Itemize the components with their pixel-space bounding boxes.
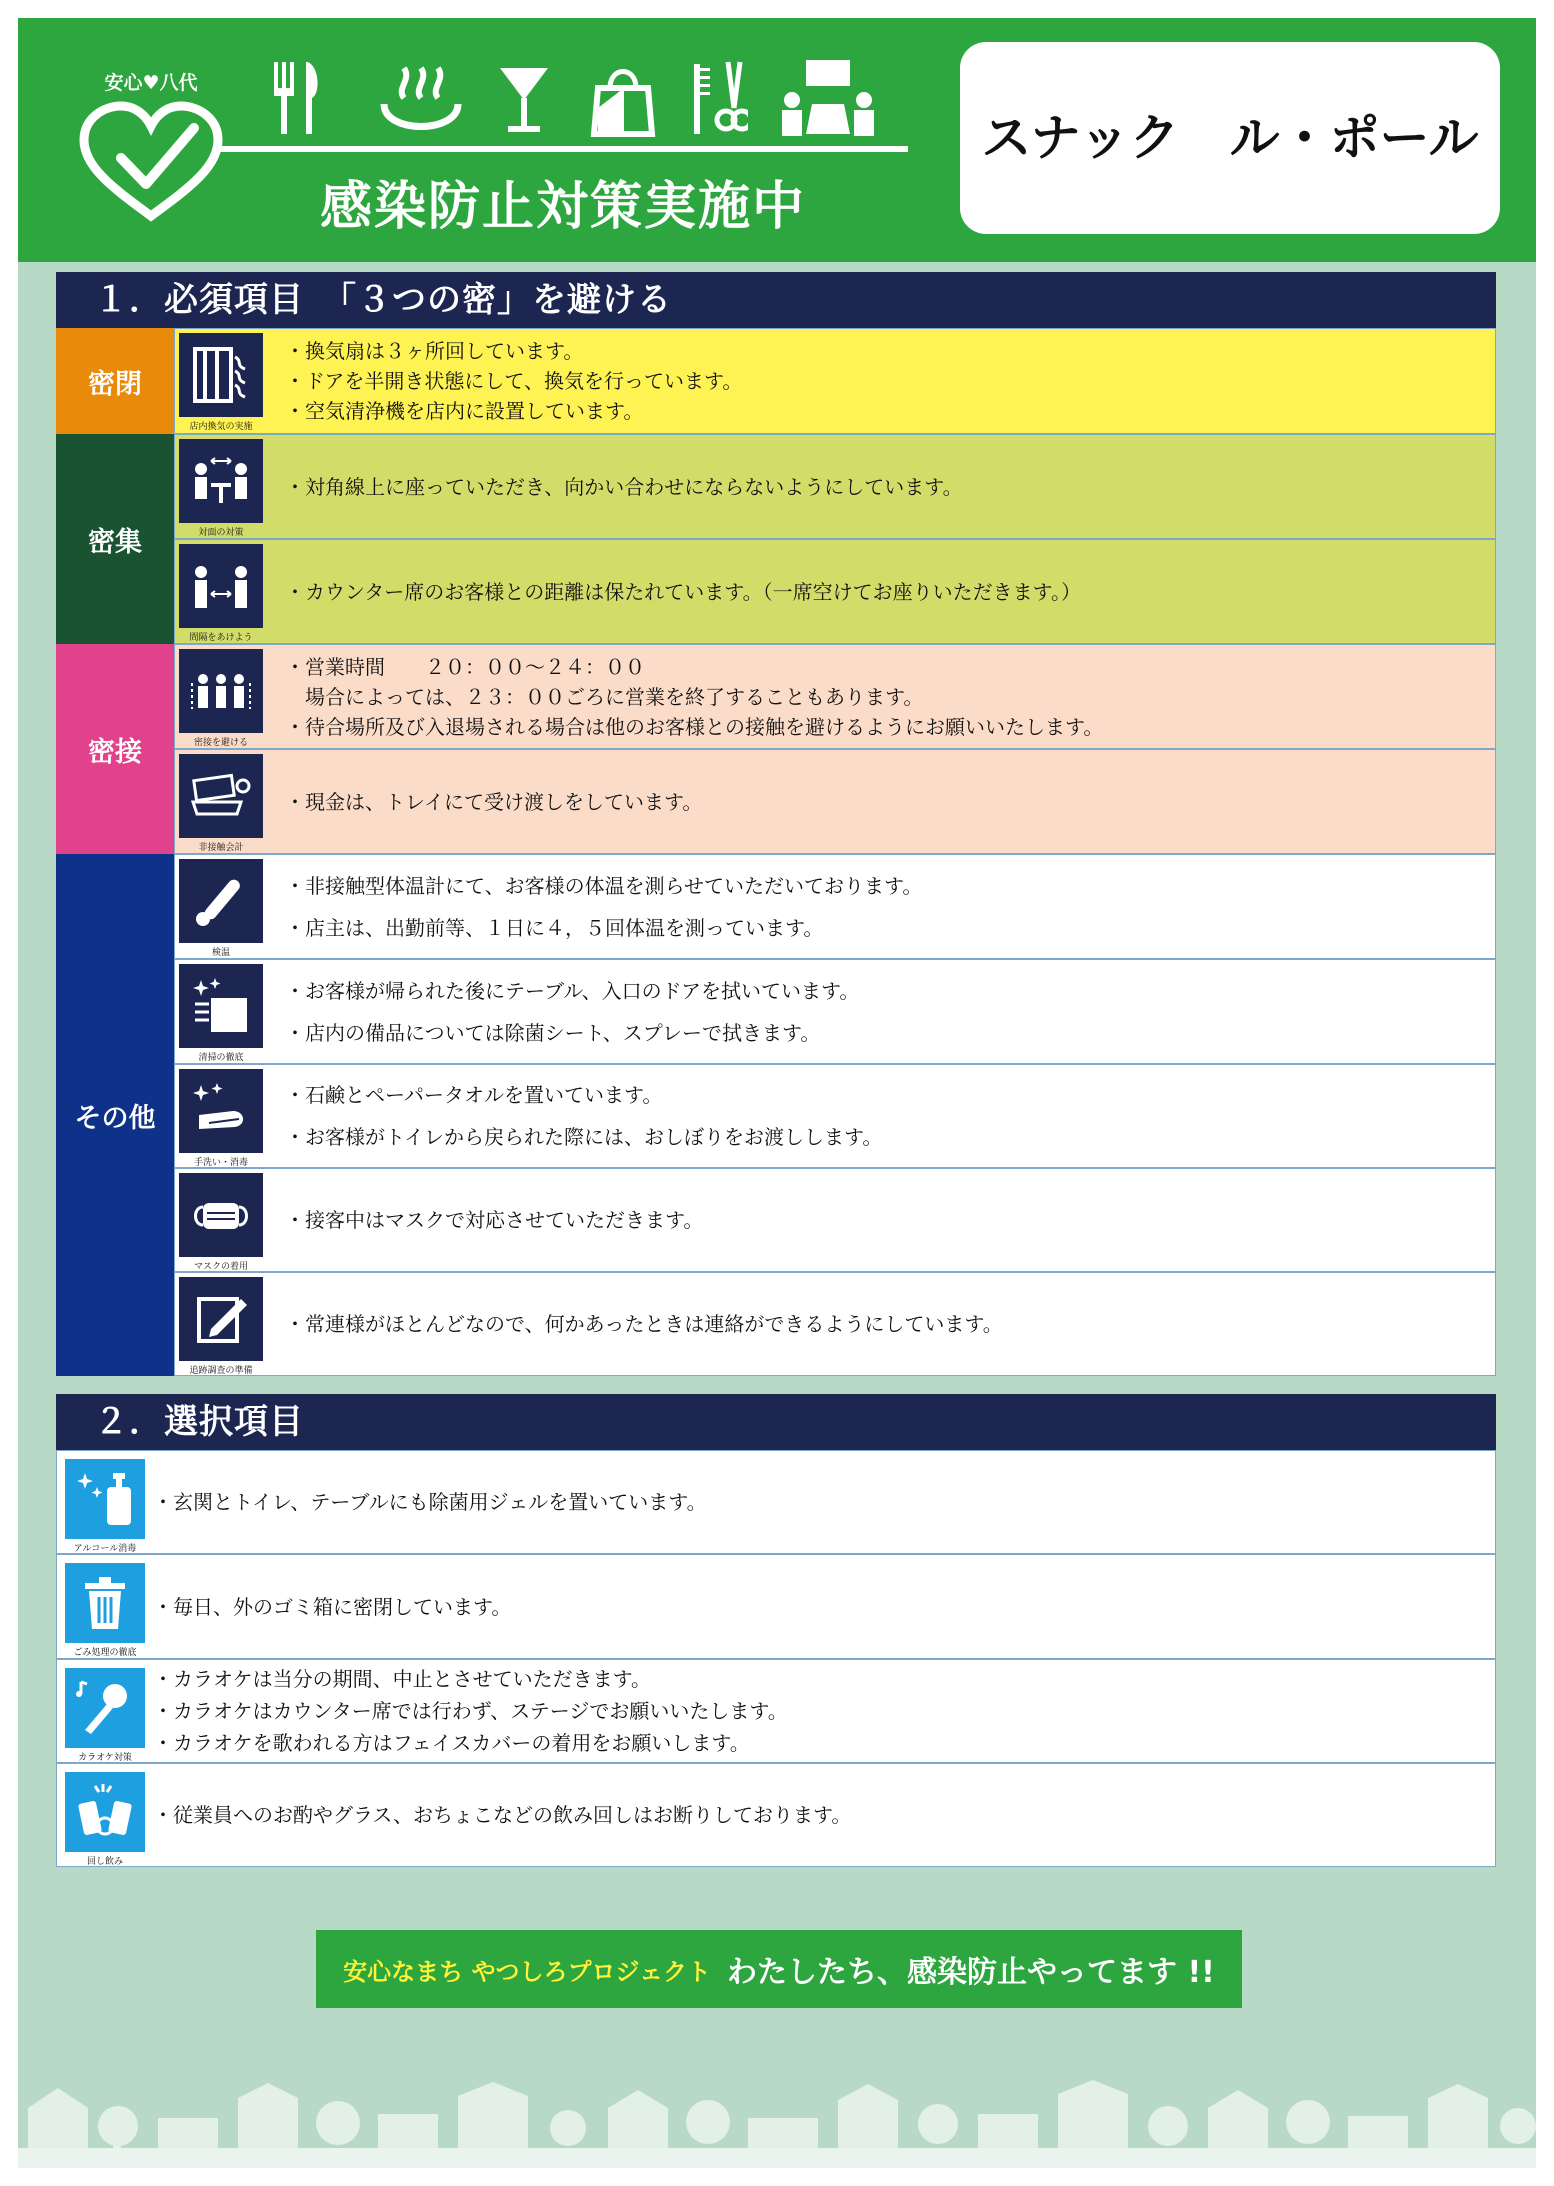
icon-caption: 間隔をあけよう [189,633,253,643]
optional-line: ・カラオケはカウンター席では行わず、ステージでお願いいたします。 [153,1699,788,1723]
section1-title: １．必須項目 「３つの密」を避ける [56,272,1496,328]
requirement-line: ・お客様がトイレから戻られた際には、おしぼりをお渡しします。 [285,1125,883,1149]
logo-text: 安心♥八代 [104,72,198,94]
icon-caption: 手洗い・消毒 [193,1158,248,1168]
ventilation-icon [179,333,263,417]
requirement-line: ・店主は、出勤前等、１日に４，５回体温を測っています。 [285,915,824,940]
optional-line: ・毎日、外のゴミ箱に密閉しています。 [153,1594,512,1619]
requirement-line: ・空気清浄機を店内に設置しています。 [285,399,644,423]
alcohol-sanitizer-icon [65,1459,145,1539]
icon-caption: 対面の対策 [198,528,244,538]
icon-caption: 追跡調査の準備 [189,1366,253,1376]
requirement-row-business-hours [174,644,1496,749]
business-hours-line: ・営業時間 ２０：００～２４：００ [285,654,645,679]
requirement-line: ・常連様がほとんどなので、何かあったときは連絡ができるようにしています。 [285,1312,1003,1336]
requirement-line: ・対角線上に座っていただき、向かい合わせにならないようにしています。 [285,474,963,499]
page [18,18,1536,2168]
requirement-row-face-to-face [174,434,1496,539]
notepad-icon [179,1277,263,1361]
requirement-line: ・現金は、トレイにて受け渡しをしています。 [285,789,703,814]
cocktail-icon [494,58,554,138]
section2-title: ２．選択項目 [56,1394,1496,1450]
business-icon-strip [258,58,918,148]
requirement-row-cash-tray [174,749,1496,854]
requirement-row-distance [174,539,1496,644]
heart-check-icon [76,98,226,228]
requirement-line: ・お客様が帰られた後にテーブル、入口のドアを拭いています。 [285,978,860,1003]
icon-caption: 店内換気の実施 [189,422,253,432]
beer-toast-icon [65,1772,145,1852]
requirement-row-hand-washing [174,1064,1496,1168]
requirement-line: ・非接触型体温計にて、お客様の体温を測らせていただいております。 [285,873,923,898]
icon-caption: アルコール消毒 [73,1544,137,1554]
shop-name-box [960,42,1500,234]
knife-fork-icon [268,58,328,138]
shopping-bag-icon [588,58,658,138]
requirement-line: ・接客中はマスクで対応させていただきます。 [285,1208,704,1232]
banner-title: 感染防止対策実施中 [319,177,806,237]
requirement-line: ・換気扇は３ヶ所回しています。 [285,339,584,363]
cleaning-icon [179,964,263,1048]
icon-caption: マスクの着用 [193,1262,248,1272]
requirement-row-contact-tracing [174,1272,1496,1376]
thermometer-icon [179,859,263,943]
requirement-row-mask [174,1168,1496,1272]
townscape-illustration [18,2078,1536,2168]
requirement-line: ・店内の備品については除菌シート、スプレーで拭きます。 [285,1020,821,1045]
category-sonota: その他 [56,854,174,1376]
optional-line: ・カラオケは当分の期間、中止とさせていただきます。 [153,1667,651,1691]
optional-line: ・玄関とトイレ、テーブルにも除菌用ジェルを置いています。 [153,1490,707,1514]
optional-row-trash [56,1554,1496,1659]
icon-caption: 回し飲み [86,1857,123,1867]
shop-name: スナック ル・ポール [981,109,1479,167]
trash-can-icon [65,1563,145,1643]
requirement-line: ・ドアを半開き状態にして、換気を行っています。 [285,369,743,393]
optional-line: ・カラオケを歌われる方はフェイスカバーの着用をお願いします。 [153,1731,750,1755]
distance-icon [179,544,263,628]
requirement-row-cleaning [174,959,1496,1064]
hot-spring-icon [376,58,466,138]
slogan: わたしたち、感染防止やってます !! [727,1955,1215,1990]
header [18,18,1536,262]
icon-caption: 密接を避ける [193,738,248,748]
category-mippei: 密閉 [56,328,174,434]
requirement-line: ・待合場所及び入退場される場合は他のお客様との接触を避けるようにお願いいたします。 [285,714,1104,739]
avoid-crowding-icon [179,649,263,733]
anshin-yatsushiro-logo [76,68,226,228]
requirement-line: 場合によっては、２３：００ごろに営業を終了することもあります。 [285,684,924,709]
hand-washing-icon [179,1069,263,1153]
requirement-row-temperature [174,854,1496,959]
requirement-row-ventilation [174,328,1496,434]
icon-caption: カラオケ対策 [78,1753,132,1763]
requirement-line: ・石鹸とペーパータオルを置いています。 [285,1083,663,1107]
optional-row-karaoke [56,1659,1496,1763]
icon-caption: 非接触会計 [198,843,244,853]
icon-caption: 検温 [211,948,230,958]
icon-caption: 清掃の徹底 [198,1053,244,1063]
optional-line: ・従業員へのお酌やグラス、おちょこなどの飲み回しはお断りしております。 [153,1803,852,1827]
requirement-line: ・カウンター席のお客様との距離は保たれています。（一席空けてお座りいただきます。） [285,579,1081,604]
optional-row-alcohol [56,1450,1496,1554]
meeting-icon [778,58,878,138]
microphone-icon [65,1668,145,1748]
project-name: 安心なまち やつしろプロジェクト [343,1957,712,1986]
category-missetsu: 密接 [56,644,174,854]
icon-caption: ごみ処理の徹底 [73,1648,137,1658]
mask-icon [179,1173,263,1257]
face-to-face-icon [179,439,263,523]
footer-banner [316,1930,1242,2008]
category-misshu: 密集 [56,434,174,644]
comb-scissors-icon [688,58,748,138]
cash-tray-icon [179,754,263,838]
optional-row-sharing-drinks [56,1763,1496,1867]
header-rule [218,146,908,152]
